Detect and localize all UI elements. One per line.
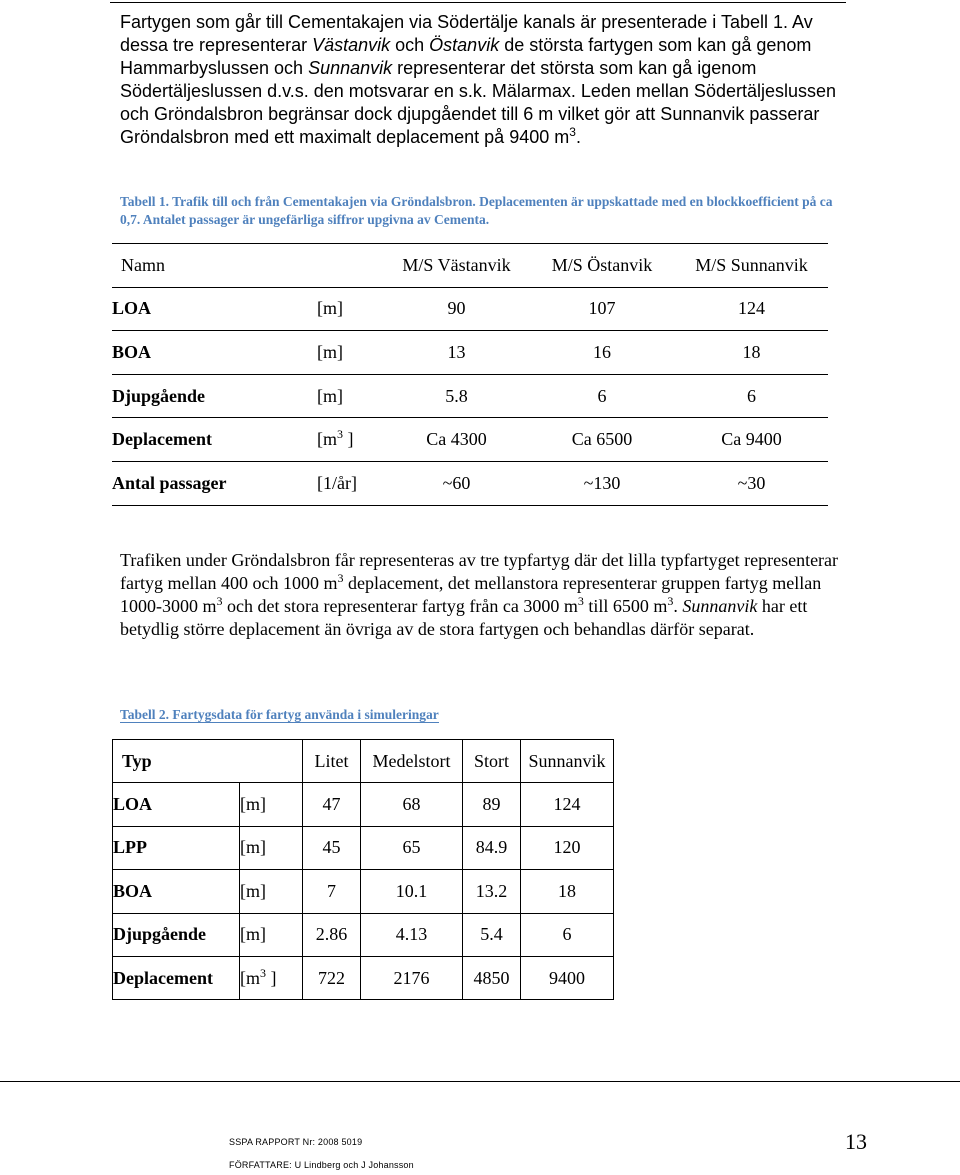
page-number: 13 xyxy=(845,1129,867,1154)
cell: 2176 xyxy=(361,956,463,999)
cell: 2.86 xyxy=(303,913,361,956)
cell: 68 xyxy=(361,783,463,826)
cell: 10.1 xyxy=(361,870,463,913)
row-unit: [m] xyxy=(240,783,303,826)
table-row xyxy=(112,461,828,505)
table-row xyxy=(113,956,614,999)
table-row xyxy=(112,418,828,462)
cell: ~30 xyxy=(675,461,828,505)
cell: 5.8 xyxy=(384,374,529,418)
row-label: Deplacement xyxy=(113,956,240,999)
row-label: Djupgående xyxy=(113,913,240,956)
row-label: BOA xyxy=(113,870,240,913)
cell: 6 xyxy=(521,913,614,956)
cell: 4.13 xyxy=(361,913,463,956)
row-unit: [m] xyxy=(317,287,384,331)
row-label: LPP xyxy=(113,826,240,869)
simulation-ship-table xyxy=(112,739,614,1000)
header-stort: Stort xyxy=(463,740,521,783)
table-row xyxy=(113,783,614,826)
row-unit: [m] xyxy=(240,913,303,956)
cell: 13.2 xyxy=(463,870,521,913)
cell: 6 xyxy=(675,374,828,418)
cell: 45 xyxy=(303,826,361,869)
cell: 13 xyxy=(384,331,529,375)
header-rule xyxy=(110,2,846,3)
table-row xyxy=(112,287,828,331)
table-row xyxy=(113,826,614,869)
table-header-row xyxy=(113,740,614,783)
row-label: Deplacement xyxy=(112,418,317,462)
header-vastanvik: M/S Västanvik xyxy=(384,244,529,288)
cell: ~130 xyxy=(529,461,675,505)
cell: ~60 xyxy=(384,461,529,505)
cell: Ca 4300 xyxy=(384,418,529,462)
cell: 65 xyxy=(361,826,463,869)
row-unit: [m] xyxy=(317,374,384,418)
cell: 47 xyxy=(303,783,361,826)
cell: 6 xyxy=(529,374,675,418)
footer-rule xyxy=(0,1081,960,1082)
header-litet: Litet xyxy=(303,740,361,783)
ship-traffic-table xyxy=(112,243,828,506)
cell: 89 xyxy=(463,783,521,826)
header-sunnanvik: M/S Sunnanvik xyxy=(675,244,828,288)
cell: 120 xyxy=(521,826,614,869)
cell: 7 xyxy=(303,870,361,913)
row-unit: [$m^3$ ] xyxy=(317,418,384,462)
header-medelstort: Medelstort xyxy=(361,740,463,783)
table1-caption: Tabell 1. Trafik till och från Cementakajen via Gröndalsbron. Deplacementen är uppskattade med en blockkoefficient på ca 0,7. Antalet passager är ungefärliga siffror upgivna av Cementa. xyxy=(120,194,833,227)
header-sunnanvik: Sunnanvik xyxy=(521,740,614,783)
row-label: BOA xyxy=(112,331,317,375)
cell: 84.9 xyxy=(463,826,521,869)
header-typ: Typ xyxy=(113,740,303,783)
cell: 722 xyxy=(303,956,361,999)
cell: 5.4 xyxy=(463,913,521,956)
cell: Ca 9400 xyxy=(675,418,828,462)
table-row xyxy=(112,374,828,418)
row-label: LOA xyxy=(112,287,317,331)
row-label: Djupgående xyxy=(112,374,317,418)
authors: FÖRFATTARE: U Lindberg och J Johansson xyxy=(229,1160,414,1170)
table-header-row xyxy=(112,244,828,288)
table-row xyxy=(113,913,614,956)
cell: 124 xyxy=(521,783,614,826)
report-number: SSPA RAPPORT Nr: 2008 5019 xyxy=(229,1137,363,1147)
table-row xyxy=(112,331,828,375)
table-row xyxy=(113,870,614,913)
cell: 18 xyxy=(675,331,828,375)
table2-caption: Tabell 2. Fartygsdata för fartyg använda i simuleringar xyxy=(120,707,439,722)
header-namn: Namn xyxy=(112,244,384,288)
cell: 9400 xyxy=(521,956,614,999)
row-unit: [1/år] xyxy=(317,461,384,505)
cell: 18 xyxy=(521,870,614,913)
cell: 90 xyxy=(384,287,529,331)
row-label: LOA xyxy=(113,783,240,826)
cell: 107 xyxy=(529,287,675,331)
row-label: Antal passager xyxy=(112,461,317,505)
cell: 124 xyxy=(675,287,828,331)
header-ostanvik: M/S Östanvik xyxy=(529,244,675,288)
row-unit: [$m^3$ ] xyxy=(240,956,303,999)
cell: 16 xyxy=(529,331,675,375)
typfartyg-paragraph: Trafiken under Gröndalsbron får representeras av tre typfartyg där det lilla typfartyget representerar fartyg mellan 400 och 1000 $m^3$ deplacement, det mellanstora representerar gruppen fartyg mellan 1000-3000 $m^3$ och det stora representerar fartyg från ca 3000 $m^3$ till 6500 $m^3$. Sunnanvik har ett betydlig större deplacement än övriga av de stora fartygen och behandlas därför separat. xyxy=(120,550,839,639)
cell: 4850 xyxy=(463,956,521,999)
row-unit: [m] xyxy=(240,826,303,869)
row-unit: [m] xyxy=(240,870,303,913)
cell: Ca 6500 xyxy=(529,418,675,462)
intro-paragraph: Fartygen som går till Cementakajen via Södertälje kanals är presenterade i Tabell 1. Av dessa tre representerar Västanvik och Östanvik de största fartygen som kan gå genom Hammarbyslussen och Sunnanvik representerar det största som kan gå igenom Södertäljeslussen d.v.s. den motsvarar en s.k. Mälarmax. Leden mellan Södertäljeslussen och Gröndalsbron begränsar dock djupgåendet till 6 m vilket gör att Sunnanvik passerar Gröndalsbron med ett maximalt deplacement på 9400 $m^3$. xyxy=(120,12,837,147)
row-unit: [m] xyxy=(317,331,384,375)
